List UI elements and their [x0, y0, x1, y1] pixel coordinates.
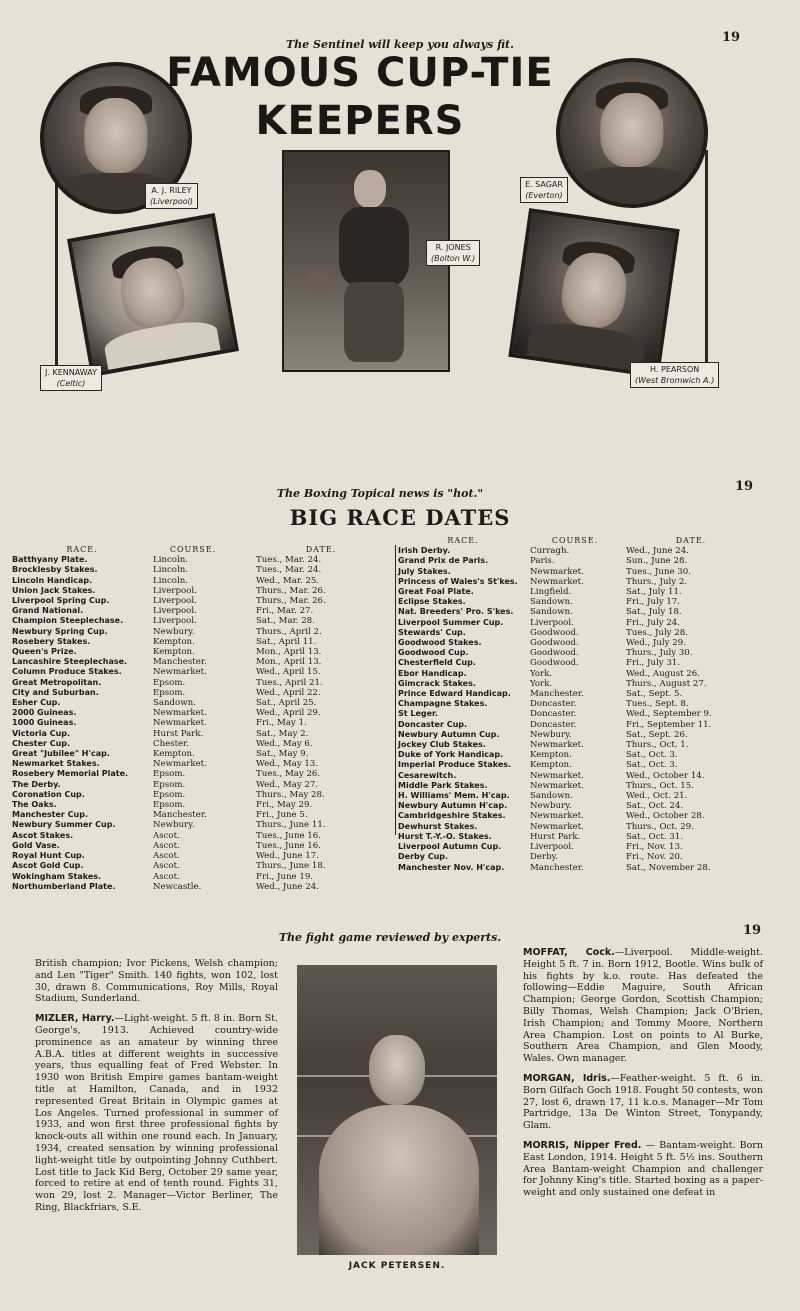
race-date: Thurs., Oct. 1.: [626, 740, 689, 751]
race-date: Fri., September 11.: [626, 719, 712, 730]
race-date: Sat., Sept. 26.: [626, 729, 688, 740]
jones-caption: [426, 240, 480, 266]
race-name: Royal Hunt Cup.: [12, 851, 85, 861]
keeper-name: A. J. RILEY: [151, 186, 192, 195]
riley-caption: [145, 183, 198, 209]
course-list: [530, 546, 620, 873]
race-date: Thurs., Mar. 26.: [256, 596, 326, 607]
race-date: Wed., August 26.: [626, 668, 700, 679]
race-name: City and Suburban.: [12, 687, 99, 697]
race-date: Fri., Nov. 20.: [626, 852, 683, 863]
right-bio-column: [523, 947, 763, 1207]
race-date: Thurs., Oct. 29.: [626, 821, 694, 832]
race-name: Ascot Gold Cup.: [12, 861, 84, 871]
date-list: [256, 555, 386, 892]
race-date: Tues., June 16.: [256, 840, 321, 851]
race-course: Ascot.: [153, 861, 180, 872]
race-date: Wed., May 6.: [256, 738, 313, 749]
race-date: Sat., Oct. 31.: [626, 831, 684, 842]
keeper-club: (Bolton W.): [431, 254, 476, 263]
boxer-torso: [319, 1105, 479, 1255]
race-date: Sat., April 11.: [256, 636, 317, 647]
race-name: Union Jack Stakes.: [12, 585, 96, 595]
race-date: Fri., June 19.: [256, 871, 314, 882]
race-course: Liverpool.: [530, 617, 574, 628]
race-date: Fri., May 1.: [256, 718, 307, 729]
race-date: Sat., November 28.: [626, 862, 711, 873]
race-course: Derby.: [530, 852, 559, 863]
right-date-column: [626, 536, 756, 873]
race-course: Sandown.: [530, 607, 573, 618]
race-date: Sat., Sept. 5.: [626, 689, 683, 700]
race-course: Lincoln.: [153, 555, 188, 566]
headline-line-2: KEEPERS: [255, 98, 465, 144]
boxer-name: MOFFAT, Cock.: [523, 947, 615, 958]
keeper-club: (Liverpool): [150, 197, 193, 206]
race-name: Stewards' Cup.: [398, 627, 466, 637]
race-date: Thurs., July 30.: [626, 648, 693, 659]
race-name: Rosebery Memorial Plate.: [12, 769, 129, 779]
race-name: Chesterfield Cup.: [398, 658, 476, 668]
race-date: Thurs., June 11.: [256, 820, 326, 831]
race-name: Nat. Breeders' Pro. S'kes.: [398, 607, 514, 617]
race-course: Paris.: [530, 556, 555, 567]
race-date: Thurs., August 27.: [626, 678, 707, 689]
race-name: 1000 Guineas.: [12, 718, 77, 728]
left-bio-column: [35, 958, 278, 1222]
race-course: Sandown.: [530, 597, 573, 608]
race-date: Tues., April 21.: [256, 677, 323, 688]
right-race-column: [398, 536, 528, 873]
race-course: Kempton.: [530, 750, 572, 761]
race-course: Chester.: [153, 738, 190, 749]
race-name: Esher Cup.: [12, 698, 61, 708]
date-header: DATE.: [675, 536, 707, 545]
race-course: Newmarket.: [530, 576, 584, 587]
race-date: Fri., May 29.: [256, 800, 313, 811]
race-course: Epsom.: [153, 687, 186, 698]
race-name: The Derby.: [12, 779, 61, 789]
race-name: Liverpool Spring Cup.: [12, 596, 110, 606]
race-date: Sat., May 9.: [256, 749, 309, 760]
race-date: Tues., Mar. 24.: [256, 555, 322, 566]
race-name: Brocklesby Stakes.: [12, 565, 98, 575]
race-date: Wed., June 24.: [626, 546, 689, 557]
race-date: Tues., June 16.: [256, 830, 321, 841]
race-course: Newmarket.: [530, 780, 584, 791]
bio-entry: [523, 947, 763, 1065]
race-name: Newbury Autumn H'cap.: [398, 801, 508, 811]
race-date: Thurs., Mar. 26.: [256, 585, 326, 596]
race-course: Newmarket.: [530, 740, 584, 751]
boxer-photo: [297, 965, 497, 1255]
race-date: Mon., April 13.: [256, 647, 322, 658]
kennaway-portrait: [67, 213, 239, 377]
boxer-details: —Feather-weight. 5 ft. 6 in. Born Gilfach Goch 1918. Fought 50 contests, won 27, lost 6, drawn 17, 11 k.o.s. Manager—Mr Tom Partridge, 13a De Winton Street, Tonypandy, Glam.: [523, 1072, 763, 1132]
race-course: Goodwood.: [530, 658, 579, 669]
race-name: Dewhurst Stakes.: [398, 821, 478, 831]
race-date: Tues., June 30.: [626, 566, 691, 577]
jones-photo: [282, 150, 450, 372]
boxer-details: — Bantam-weight. Born East London, 1914. Height 5 ft. 5½ ins. Southern Area Bantam-weight Champion and challenger for Johnny King's title. Started boxing as a paper-weight and only sustained one defeat in: [523, 1139, 763, 1199]
race-date: Wed., May 13.: [256, 759, 319, 770]
race-course: Newbury.: [153, 820, 195, 831]
jones-head: [354, 170, 386, 208]
race-name: Goodwood Cup.: [398, 648, 469, 658]
race-course: Liverpool.: [153, 585, 197, 596]
race-name: Rosebery Stakes.: [12, 636, 91, 646]
page-number: 19: [735, 479, 754, 494]
right-course-column: [530, 536, 620, 873]
race-name: St Leger.: [398, 709, 438, 719]
race-name: Northumberland Plate.: [12, 881, 116, 891]
race-date: Wed., April 15.: [256, 667, 321, 678]
boxer-name: MORGAN, Idris.: [523, 1072, 611, 1084]
race-name: Duke of York Handicap.: [398, 750, 504, 760]
race-header: RACE.: [447, 536, 479, 545]
race-name: 2000 Guineas.: [12, 708, 77, 718]
race-course: Kempton.: [530, 760, 572, 771]
race-date: Thurs., July 2.: [626, 576, 688, 587]
race-date: Wed., July 29.: [626, 638, 686, 649]
sagar-portrait: [556, 58, 708, 208]
race-name: Newbury Summer Cup.: [12, 820, 116, 830]
race-list: [12, 555, 152, 892]
race-course: Epsom.: [153, 677, 186, 688]
race-name: Cambridgeshire Stakes.: [398, 811, 506, 821]
race-dates-title: BIG RACE DATES: [289, 505, 511, 530]
race-date: Fri., June 5.: [256, 810, 308, 821]
bio-entry: [523, 1073, 763, 1132]
race-name: Wokingham Stakes.: [12, 871, 102, 881]
bio-entry: [35, 1013, 278, 1214]
left-race-column: [12, 545, 152, 892]
race-name: Jockey Club Stakes.: [398, 740, 486, 750]
race-course: Manchester.: [530, 689, 584, 700]
race-date: Thurs., April 2.: [256, 626, 322, 637]
race-course: Doncaster.: [530, 699, 577, 710]
race-name: Newmarket Stakes.: [12, 759, 100, 769]
race-course: York.: [530, 678, 553, 689]
race-course: Newmarket.: [530, 566, 584, 577]
keeper-name: H. PEARSON: [650, 365, 700, 374]
race-date: Wed., Mar. 25.: [256, 575, 320, 586]
race-name: Lancashire Steeplechase.: [12, 657, 128, 667]
race-course: Newbury.: [530, 801, 572, 812]
race-name: Middle Park Stakes.: [398, 780, 488, 790]
race-date: Thurs., Oct. 15.: [626, 780, 694, 791]
race-date: Tues., May 26.: [256, 769, 321, 780]
page-tagline: The fight game reviewed by experts.: [278, 931, 502, 944]
left-date-column: [256, 545, 386, 892]
race-name: Great Foal Plate.: [398, 587, 474, 597]
race-name: Great "Jubilee" H'cap.: [12, 749, 110, 759]
race-course: Kempton.: [153, 636, 195, 647]
boxer-name: MIZLER, Harry.: [35, 1013, 115, 1025]
race-name: Victoria Cup.: [12, 728, 71, 738]
race-date: Fri., July 24.: [626, 617, 680, 628]
race-course: Sandown.: [530, 791, 573, 802]
headline-line-1: FAMOUS CUP-TIE: [166, 50, 554, 96]
race-course: Doncaster.: [530, 709, 577, 720]
race-name: Cesarewitch.: [398, 770, 457, 780]
keeper-club: (Everton): [525, 191, 563, 200]
jones-legs: [344, 282, 404, 362]
race-date: Thurs., May 28.: [256, 789, 325, 800]
portrait-shirt: [574, 167, 689, 204]
race-date: Sat., Oct. 3.: [626, 760, 678, 771]
race-name: Prince Edward Handicap.: [398, 689, 511, 699]
boxer-name: MORRIS, Nipper Fred.: [523, 1139, 642, 1151]
race-course: Liverpool.: [530, 842, 574, 853]
race-course: Sandown.: [153, 698, 196, 709]
race-name: Derby Cup.: [398, 852, 449, 862]
portrait-shirt: [527, 319, 646, 372]
race-name: The Oaks.: [12, 800, 57, 810]
keeper-name: J. KENNAWAY: [45, 368, 97, 377]
race-course: Kempton.: [153, 647, 195, 658]
race-course: Curragh.: [530, 546, 570, 557]
course-header: COURSE.: [169, 545, 217, 554]
race-name: Column Produce Stakes.: [12, 667, 122, 677]
page-number: 19: [743, 923, 762, 938]
race-date: Sun., June 28.: [626, 556, 688, 567]
race-course: Goodwood.: [530, 648, 579, 659]
race-date: Wed., June 24.: [256, 881, 319, 892]
race-course: Doncaster.: [530, 719, 577, 730]
race-course: Newmarket.: [153, 667, 207, 678]
race-name: Coronation Cup.: [12, 789, 85, 799]
boxer-details: —Liverpool. Middle-weight. Height 5 ft. 7 in. Born 1912, Bootle. Wins bulk of his fights by k.o. route. Has defeated the following—Eddie Maguire, South African Champion; George Gordon, Scottish Champion; Billy Thomas, Welsh Champion; Jack O'Brien, Irish Champion; and Tommy Moore, Northern Area Champion. Lost on points to Al Burke, Southern Area Champion, and Glen Moody, Wales. Own manager.: [523, 947, 763, 1065]
race-course: Liverpool.: [153, 606, 197, 617]
race-course: Newmarket.: [530, 821, 584, 832]
race-course: Ascot.: [153, 840, 180, 851]
race-name: Gold Vase.: [12, 840, 60, 850]
race-date: Wed., April 29.: [256, 708, 321, 719]
race-course: Lincoln.: [153, 565, 188, 576]
race-name: Newbury Spring Cup.: [12, 626, 108, 636]
pearson-portrait: [508, 208, 679, 378]
race-course: Newmarket.: [153, 708, 207, 719]
race-date: Wed., June 17.: [256, 851, 319, 862]
race-course: Kempton.: [153, 749, 195, 760]
race-course: Lincoln.: [153, 575, 188, 586]
race-name: Irish Derby.: [398, 546, 451, 556]
race-date: Tues., July 28.: [626, 627, 688, 638]
keeper-name: R. JONES: [435, 243, 471, 252]
course-list: [153, 555, 233, 892]
page-tagline: The Sentinel will keep you always fit.: [286, 38, 514, 51]
race-course: Newmarket.: [530, 811, 584, 822]
keeper-name: E. SAGAR: [525, 180, 563, 189]
race-name: Lincoln Handicap.: [12, 575, 93, 585]
race-date: Wed., October 28.: [626, 811, 705, 822]
race-name: Imperial Produce Stakes.: [398, 760, 512, 770]
race-date: Mon., April 13.: [256, 657, 322, 668]
date-header: DATE.: [305, 545, 337, 554]
boxer-details: —Light-weight. 5 ft. 8 in. Born St. George's, 1913. Achieved country-wide prominence as an amateur by winning three A.B.A. titles at different weights in successive years, thus equalling feat of Fred Webster. In 1930 won British Empire games bantam-weight title at Hamilton, Canada, and in 1932 represented Great Britain in Olympic games at Los Angeles. Turned professional in summer of 1933, and won first three professional fights by knock-outs all within one round each. In January, 1934, created sensation by winning professional light-weight title by outpointing Johnny Cuthbert. Lost title to Jack Kid Berg, October 29 same year, forced to retire at end of tenth round. Fights 31, won 29, lost 2. Manager—Victor Berliner, The Ring, Blackfriars, S.E.: [35, 1013, 278, 1213]
race-course: Lingfield.: [530, 587, 572, 598]
race-name: Manchester Nov. H'cap.: [398, 862, 505, 872]
race-course: Newbury.: [153, 626, 195, 637]
page-tagline: The Boxing Topical news is "hot.": [276, 487, 484, 500]
portrait-face: [84, 98, 147, 173]
race-course: Liverpool.: [153, 596, 197, 607]
keepers-page: [0, 0, 800, 425]
boxers-page: [0, 915, 800, 1311]
photo-caption: JACK PETERSEN.: [348, 1261, 446, 1271]
race-course: Newcastle.: [153, 881, 202, 892]
race-course: Newmarket.: [153, 718, 207, 729]
race-date: Sat., July 11.: [626, 587, 682, 598]
race-name: Gimcrack Stakes.: [398, 678, 476, 688]
race-course: Epsom.: [153, 800, 186, 811]
race-name: July Stakes.: [398, 566, 451, 576]
keeper-club: (West Bromwich A.): [635, 376, 715, 385]
race-course: Ascot.: [153, 830, 180, 841]
race-name: Champion Steeplechase.: [12, 616, 124, 626]
race-name: Ebor Handicap.: [398, 668, 467, 678]
race-course: Liverpool.: [153, 616, 197, 627]
race-course: Goodwood.: [530, 627, 579, 638]
race-date: Wed., September 9.: [626, 709, 712, 720]
race-name: Ascot Stakes.: [12, 830, 74, 840]
race-name: Doncaster Cup.: [398, 719, 468, 729]
race-name: Goodwood Stakes.: [398, 638, 482, 648]
boxer-head: [369, 1035, 425, 1105]
sagar-caption: [520, 177, 568, 203]
race-date: Fri., Mar. 27.: [256, 606, 314, 617]
race-name: Liverpool Autumn Cup.: [398, 842, 502, 852]
course-header: COURSE.: [551, 536, 599, 545]
race-course: Epsom.: [153, 779, 186, 790]
race-name: Batthyany Plate.: [12, 555, 88, 565]
race-date: Fri., July 31.: [626, 658, 680, 669]
race-dates-page: [0, 470, 800, 892]
race-course: Manchester.: [153, 810, 207, 821]
race-date: Sat., May 2.: [256, 728, 309, 739]
race-name: Manchester Cup.: [12, 810, 88, 820]
race-course: Goodwood.: [530, 638, 579, 649]
race-header: RACE.: [66, 545, 98, 554]
kennaway-caption: [40, 365, 102, 391]
race-course: Newbury.: [530, 729, 572, 740]
race-course: Manchester.: [530, 862, 584, 873]
race-date: Fri., Nov. 13.: [626, 842, 683, 853]
bio-intro: British champion; Ivor Pickens, Welsh champion; and Len "Tiger" Smith. 140 fights, won 102, lost 30, drawn 8. Communications, Roy Mills, Royal Stadium, Sunderland.: [35, 958, 278, 1005]
race-name: Eclipse Stakes.: [398, 597, 466, 607]
race-name: Grand National.: [12, 606, 84, 616]
race-name: Princess of Wales's St'kes.: [398, 576, 518, 586]
race-course: Hurst Park.: [530, 831, 581, 842]
race-date: Sat., Mar. 28.: [256, 616, 315, 627]
page-number: 19: [722, 30, 741, 45]
race-date: Wed., October 14.: [626, 770, 705, 781]
race-date: Tues., Sept. 8.: [626, 699, 689, 710]
bio-entry: [523, 1140, 763, 1199]
race-name: Hurst T.-Y.-O. Stakes.: [398, 831, 492, 841]
race-date: Fri., July 17.: [626, 597, 680, 608]
jones-jersey: [339, 207, 409, 287]
race-date: Tues., Mar. 24.: [256, 565, 322, 576]
race-date: Sat., Oct. 24.: [626, 801, 684, 812]
race-date: Wed., Oct. 21.: [626, 791, 688, 802]
race-course: Ascot.: [153, 851, 180, 862]
football: [304, 272, 332, 294]
race-name: H. Williams' Mem. H'cap.: [398, 791, 510, 801]
race-date: Sat., April 25.: [256, 698, 317, 709]
pearson-caption: [630, 362, 719, 388]
race-date: Wed., April 22.: [256, 687, 321, 698]
race-date: Sat., July 18.: [626, 607, 682, 618]
race-name: Champagne Stakes.: [398, 699, 488, 709]
race-date: Wed., May 27.: [256, 779, 319, 790]
race-name: Liverpool Summer Cup.: [398, 617, 504, 627]
race-name: Queen's Prize.: [12, 647, 77, 657]
race-course: Hurst Park.: [153, 728, 204, 739]
portrait-face: [600, 93, 663, 167]
race-list: [398, 546, 528, 873]
race-name: Grand Prix de Paris.: [398, 556, 489, 566]
keeper-club: (Celtic): [56, 379, 86, 388]
race-date: Sat., Oct. 3.: [626, 750, 678, 761]
race-name: Chester Cup.: [12, 738, 71, 748]
race-name: Newbury Autumn Cup.: [398, 729, 500, 739]
race-course: Newmarket.: [153, 759, 207, 770]
left-course-column: [153, 545, 233, 892]
race-date: Thurs., June 18.: [256, 861, 326, 872]
race-course: York.: [530, 668, 553, 679]
race-course: Ascot.: [153, 871, 180, 882]
race-course: Manchester.: [153, 657, 207, 668]
column-divider: [395, 545, 396, 835]
race-course: Epsom.: [153, 789, 186, 800]
race-course: Epsom.: [153, 769, 186, 780]
race-course: Newmarket.: [530, 770, 584, 781]
date-list: [626, 546, 756, 873]
race-name: Great Metropolitan.: [12, 677, 102, 687]
